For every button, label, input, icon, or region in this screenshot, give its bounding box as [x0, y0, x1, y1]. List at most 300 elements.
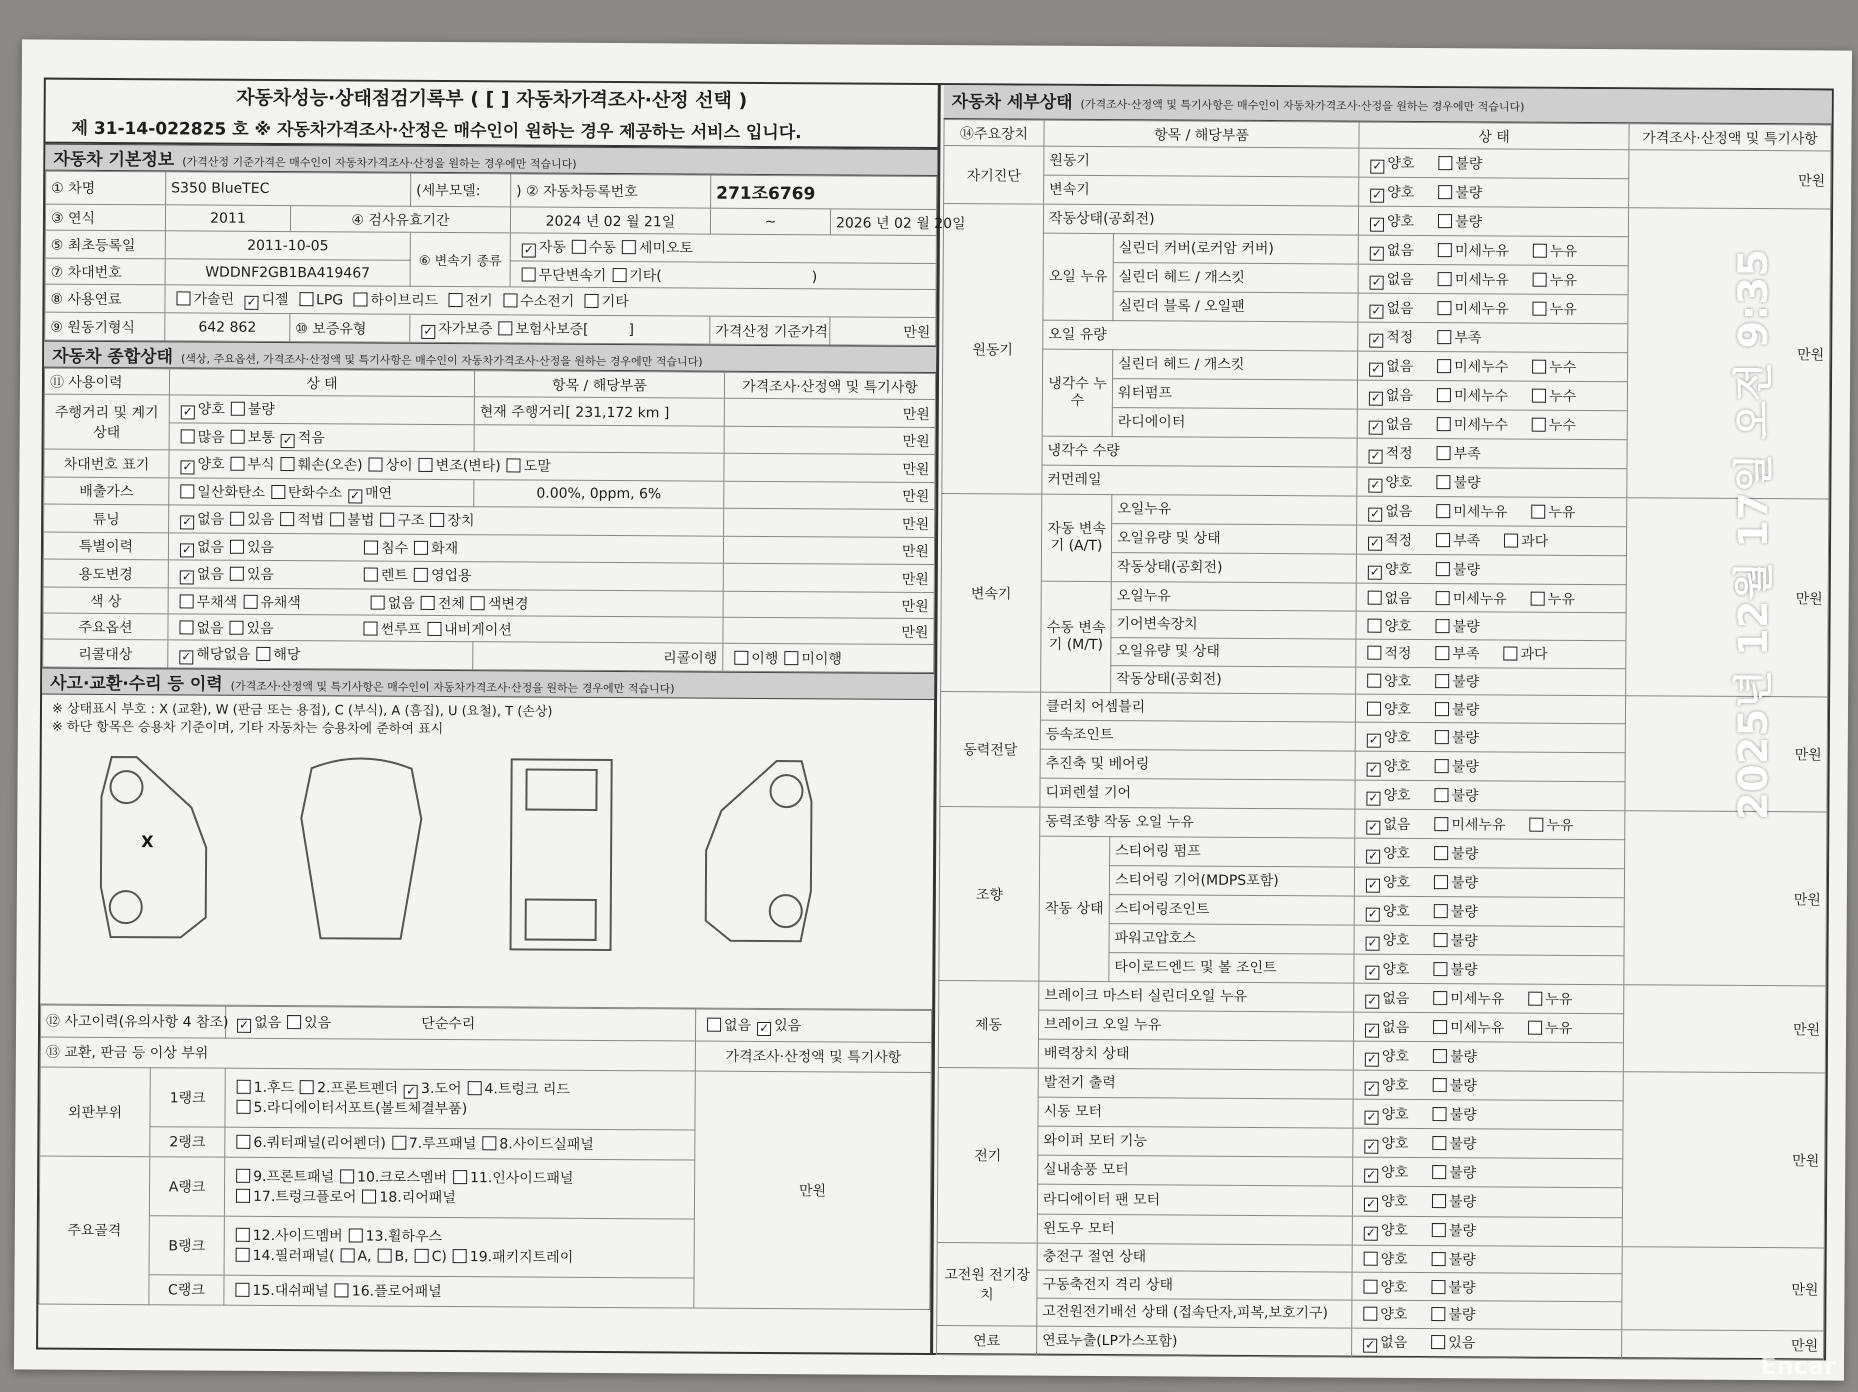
checkbox-navigation[interactable] [427, 622, 441, 636]
state-checkbox[interactable] [1436, 591, 1450, 605]
checkbox-package-tray[interactable] [453, 1249, 467, 1263]
item-name: 브레이크 오일 누유 [1038, 1010, 1353, 1041]
state-checkbox[interactable] [1436, 562, 1450, 576]
state-checkbox[interactable] [1432, 1280, 1446, 1294]
checkbox-chromatic[interactable] [243, 594, 257, 608]
label-detail-model: (세부모델: [411, 173, 511, 206]
item-name: 작동상태(공회전) [1111, 665, 1356, 694]
checkbox-cross-member[interactable] [340, 1169, 354, 1183]
wheel-front-left [110, 771, 142, 803]
state-checkbox[interactable] [1436, 619, 1450, 633]
item-name: 변속기 [1044, 175, 1359, 206]
checkbox-pillar-b[interactable] [377, 1248, 391, 1262]
checkbox-pillar-c[interactable] [415, 1249, 429, 1263]
car-outline-drawing [40, 737, 936, 972]
checkbox-sunroof[interactable] [364, 621, 378, 635]
state-label: 양호 [1380, 1279, 1408, 1296]
label-regno: ) ② 자동차등록번호 [511, 174, 711, 208]
item-name: 스티어링 기어(MDPS포함) [1109, 866, 1354, 897]
state-label: 불량 [1448, 1307, 1476, 1324]
state-checkbox[interactable] [1434, 846, 1448, 860]
checkbox-color-none[interactable] [371, 595, 385, 609]
checkbox-vin-corrosion[interactable] [231, 457, 245, 471]
checkbox-trunk-floor[interactable] [236, 1189, 250, 1203]
state-checkbox[interactable] [1437, 388, 1451, 402]
state-checkbox[interactable] [1434, 817, 1448, 831]
overall-heading: 자동차 종합상태 (색상, 주요옵션, 가격조사·산정액 및 특기사항은 매수인이 자동차가격조사·산정을 원하는 경우에만 적습니다) [44, 341, 936, 373]
state-checkbox[interactable]: ✓ [1365, 1196, 1377, 1211]
state-label: 불량 [1450, 961, 1478, 979]
state-options [1356, 525, 1626, 556]
state-checkbox[interactable] [1432, 1165, 1446, 1179]
state-checkbox[interactable] [1435, 702, 1449, 716]
state-checkbox[interactable]: ✓ [1369, 564, 1380, 579]
brand-watermark: Encar [1760, 1352, 1836, 1380]
checkbox-illegal[interactable] [330, 512, 344, 526]
state-label: 없음 [1385, 503, 1413, 520]
state-checkbox[interactable]: ✓ [1370, 477, 1381, 492]
state-checkbox[interactable]: ✓ [1366, 1051, 1377, 1066]
state-checkbox[interactable] [1431, 1335, 1445, 1349]
state-checkbox[interactable] [1435, 646, 1449, 660]
frame-front-section [526, 770, 596, 810]
state-checkbox[interactable] [1367, 701, 1381, 715]
state-options [1356, 667, 1626, 696]
label-mileage: 주행거리 및 계기상태 [44, 394, 169, 450]
checkbox-vin-damage[interactable] [281, 457, 295, 471]
state-checkbox[interactable] [1504, 533, 1518, 547]
item-name: 실내송풍 모터 [1038, 1156, 1353, 1187]
state-checkbox[interactable] [1533, 301, 1547, 315]
state-checkbox[interactable] [1438, 272, 1452, 286]
state-label: 불량 [1451, 758, 1479, 775]
state-label: 양호 [1380, 1193, 1409, 1210]
valid-to: 2026 년 02 월 20일 [830, 209, 936, 236]
state-label: 불량 [1451, 787, 1479, 804]
state-checkbox[interactable] [1368, 590, 1382, 604]
device-group: 자기진단 [944, 146, 1044, 205]
checkbox-pillar[interactable] [236, 1248, 250, 1262]
checkbox-fuel-lpg[interactable] [299, 292, 313, 306]
state-label: 양호 [1387, 184, 1415, 201]
state-checkbox[interactable]: ✓ [1367, 935, 1378, 950]
checkbox-vin-ok[interactable]: ✓ [182, 459, 193, 474]
item-name: 시동 모터 [1038, 1098, 1353, 1129]
checkbox-roof-panel[interactable] [392, 1136, 406, 1150]
item-name: 와이퍼 모터 기능 [1038, 1127, 1353, 1158]
item-name: 스티어링조인트 [1109, 895, 1354, 926]
checkbox-pillar-a[interactable] [340, 1248, 354, 1262]
item-name: 실린더 헤드 / 개스킷 [1113, 350, 1358, 381]
checkbox-vin-differ[interactable] [369, 458, 383, 472]
device-group: 변속기 [941, 494, 1042, 693]
state-checkbox[interactable]: ✓ [1370, 448, 1381, 463]
state-checkbox[interactable] [1434, 933, 1448, 947]
state-checkbox[interactable] [1433, 962, 1447, 976]
state-checkbox[interactable] [1431, 1307, 1445, 1321]
state-checkbox[interactable] [1434, 875, 1448, 889]
state-checkbox[interactable]: ✓ [1367, 993, 1378, 1008]
state-checkbox[interactable]: ✓ [1369, 535, 1381, 550]
state-checkbox[interactable]: ✓ [1371, 274, 1382, 289]
state-options [1355, 809, 1625, 840]
h-item-detail: 항목 / 해당부품 [1044, 120, 1359, 148]
state-checkbox[interactable] [1436, 504, 1450, 518]
checkbox-co[interactable] [180, 484, 194, 498]
state-checkbox[interactable]: ✓ [1366, 1022, 1378, 1037]
state-checkbox[interactable]: ✓ [1368, 819, 1379, 834]
state-checkbox[interactable]: ✓ [1371, 303, 1382, 318]
state-checkbox[interactable]: ✓ [1368, 848, 1379, 863]
state-checkbox[interactable] [1437, 417, 1451, 431]
state-checkbox[interactable]: ✓ [1367, 964, 1378, 979]
transmission-options-2: 무단변속기 기타( ) [510, 261, 936, 290]
item-name: 클러치 어셈블리 [1040, 692, 1355, 722]
state-checkbox[interactable]: ✓ [1371, 245, 1382, 260]
state-label: 양호 [1382, 874, 1411, 891]
checkbox-floor-panel[interactable] [335, 1284, 349, 1298]
label-swap: ⑬ 교환, 판금 등 이상 부위 [40, 1037, 695, 1071]
item-name: 오일누유 [1111, 582, 1356, 611]
state-label: 없음 [1382, 990, 1410, 1007]
checkbox-simple-exist[interactable]: ✓ [759, 1020, 770, 1035]
state-checkbox[interactable] [1432, 1194, 1446, 1208]
label-recall-done: 리콜이행 [473, 642, 723, 671]
checkbox-special-exist[interactable] [230, 539, 244, 553]
label-rankA: A랭크 [149, 1157, 224, 1216]
device-group: 동력전달 [940, 692, 1041, 807]
state-label: 적정 [1385, 532, 1413, 549]
state-label: 없음 [1385, 387, 1414, 404]
item-name: 오일유량 및 상태 [1111, 637, 1356, 666]
checkbox-special-none[interactable]: ✓ [181, 542, 193, 557]
state-checkbox[interactable]: ✓ [1366, 1080, 1377, 1095]
wheel-rear-left [110, 891, 142, 923]
state-checkbox[interactable]: ✓ [1367, 877, 1379, 892]
price-unit: 만원 [1622, 1246, 1824, 1330]
state-label: 부족 [1453, 446, 1481, 463]
state-checkbox[interactable]: ✓ [1368, 790, 1379, 805]
state-label: 양호 [1384, 673, 1412, 690]
label-main-frame: 주요골격 [39, 1156, 150, 1305]
mileage-value: 231,172 km [575, 404, 660, 421]
state-label: 없음 [1386, 242, 1414, 259]
checkbox-radiator-support[interactable] [237, 1100, 251, 1114]
state-checkbox[interactable] [1438, 185, 1452, 199]
state-checkbox[interactable]: ✓ [1370, 506, 1381, 521]
state-label: 누유 [1549, 272, 1577, 289]
checkbox-hc[interactable] [271, 485, 285, 499]
state-checkbox[interactable] [1432, 1136, 1446, 1150]
state-checkbox[interactable] [1432, 1252, 1446, 1266]
checkbox-achromatic[interactable] [180, 594, 194, 608]
state-options [1353, 1158, 1623, 1189]
state-checkbox[interactable] [1532, 388, 1546, 402]
label-warranty: ⑩ 보증유형 [290, 314, 410, 343]
checkbox-use-exist[interactable] [230, 567, 244, 581]
checkbox-device[interactable] [430, 513, 444, 527]
checkbox-fuel-hybrid[interactable] [354, 293, 368, 307]
checkbox-simple-none[interactable] [707, 1017, 721, 1031]
state-checkbox[interactable] [1438, 214, 1452, 228]
state-label: 부족 [1453, 533, 1481, 550]
rankA-options: 9.프론트패널 10.크로스멤버 11.인사이드패널 17.트렁크플로어 18.리어패널 [224, 1157, 694, 1219]
item-name: 오일누유 [1112, 495, 1357, 526]
state-checkbox[interactable]: ✓ [1372, 187, 1383, 202]
state-checkbox[interactable]: ✓ [1368, 761, 1379, 776]
label-accident-history: ⑫ 사고이력(유의사항 4 참조) [40, 1005, 225, 1038]
model-value: S350 BlueTEC [166, 172, 411, 206]
state-checkbox[interactable] [1528, 991, 1542, 1005]
state-label: 누유 [1549, 301, 1577, 318]
engine-value: 642 862 [165, 313, 290, 342]
vin-value: WDDNF2GB1BA419467 [165, 259, 410, 287]
checkbox-fuel-diesel[interactable]: ✓ [246, 295, 257, 310]
form-frame [36, 78, 1834, 1361]
state-options [1354, 983, 1624, 1014]
use-change-options: ✓ 없음 있음 렌트 영업용 [168, 560, 723, 591]
state-checkbox[interactable]: ✓ [1370, 390, 1382, 405]
state-checkbox[interactable]: ✓ [1370, 419, 1381, 434]
left-column [38, 80, 966, 1353]
state-label: 불량 [1449, 1049, 1478, 1066]
state-options [1355, 838, 1625, 869]
checkbox-fuel-electric[interactable] [449, 293, 463, 307]
item-name: 실린더 커버(로커암 커버) [1113, 234, 1358, 265]
label-engine: ⑨ 원동기형식 [45, 312, 165, 341]
checkbox-rent[interactable] [364, 568, 378, 582]
state-checkbox[interactable] [1437, 330, 1451, 344]
state-label: 미세누유 [1450, 990, 1505, 1008]
state-checkbox[interactable] [1433, 1078, 1447, 1092]
sub-group: 오일 누유 [1043, 233, 1114, 321]
item-name: 작동상태(공회전) [1043, 204, 1358, 235]
state-checkbox[interactable] [1531, 591, 1545, 605]
checkbox-side-sill[interactable] [482, 1137, 496, 1151]
state-checkbox[interactable] [1435, 759, 1449, 773]
item-name: 오일유량 및 상태 [1111, 524, 1356, 555]
state-label: 양호 [1383, 758, 1411, 775]
checkbox-structure[interactable] [380, 513, 394, 527]
state-checkbox[interactable]: ✓ [1365, 1337, 1376, 1353]
checkbox-dash-panel[interactable] [235, 1283, 249, 1297]
state-checkbox[interactable] [1435, 674, 1449, 688]
state-checkbox[interactable] [1363, 1279, 1377, 1293]
state-options [1358, 351, 1628, 382]
state-checkbox[interactable] [1433, 991, 1447, 1005]
checkbox-trans-etc[interactable] [612, 268, 626, 282]
checkbox-recall-none[interactable]: ✓ [181, 649, 192, 664]
checkbox-ins-warranty[interactable] [498, 321, 512, 335]
state-checkbox[interactable] [1437, 446, 1451, 460]
checkbox-business[interactable] [414, 568, 428, 582]
state-checkbox[interactable] [1367, 674, 1381, 688]
state-checkbox[interactable] [1364, 1252, 1378, 1266]
item-name: 스티어링 펌프 [1110, 837, 1355, 868]
state-checkbox[interactable] [1533, 272, 1547, 286]
base-price-unit: 만원 [830, 317, 936, 345]
state-checkbox[interactable] [1437, 359, 1451, 373]
state-checkbox[interactable]: ✓ [1366, 1109, 1377, 1124]
h-price-accident: 가격조사·산정액 및 특기사항 [695, 1041, 931, 1073]
state-label: 부족 [1454, 329, 1482, 347]
label-base-price: 가격산정 기준가격 [710, 316, 830, 345]
state-label: 누유 [1545, 1020, 1573, 1037]
state-checkbox[interactable]: ✓ [1372, 158, 1383, 173]
checkbox-opt-exist[interactable] [230, 620, 244, 634]
checkbox-fuel-etc[interactable] [585, 294, 599, 308]
checkbox-side-member[interactable] [236, 1228, 250, 1242]
state-checkbox[interactable] [1363, 1307, 1377, 1321]
state-checkbox[interactable] [1438, 301, 1452, 315]
checkbox-accident-exist[interactable] [287, 1015, 301, 1029]
state-checkbox[interactable] [1438, 156, 1452, 170]
checkbox-auto[interactable]: ✓ [523, 242, 534, 257]
state-label: 불량 [1448, 1223, 1477, 1240]
state-checkbox[interactable] [1529, 817, 1543, 831]
state-options [1356, 611, 1626, 640]
item-name: 동력조향 작동 오일 누유 [1040, 807, 1355, 838]
state-checkbox[interactable]: ✓ [1371, 332, 1382, 347]
state-checkbox[interactable] [1503, 647, 1517, 661]
state-checkbox[interactable] [1438, 243, 1452, 257]
state-checkbox[interactable]: ✓ [1371, 216, 1383, 231]
checkbox-mileage-ok[interactable]: ✓ [182, 404, 193, 419]
checkbox-vin-altered[interactable] [419, 458, 433, 472]
checkbox-fuel-hydrogen[interactable] [503, 294, 517, 308]
overall-table [42, 368, 936, 673]
state-checkbox[interactable] [1532, 359, 1546, 373]
state-checkbox[interactable]: ✓ [1365, 1225, 1376, 1240]
checkbox-semi[interactable] [622, 240, 636, 254]
state-label: 미세누유 [1454, 300, 1509, 318]
state-checkbox[interactable] [1436, 533, 1450, 547]
state-checkbox[interactable] [1432, 1223, 1446, 1237]
state-options [1353, 1070, 1623, 1101]
state-checkbox[interactable] [1435, 788, 1449, 802]
checkbox-flood[interactable] [364, 540, 378, 554]
state-checkbox[interactable] [1367, 618, 1381, 632]
item-name: 실린더 블록 / 오일팬 [1113, 292, 1358, 323]
checkbox-door[interactable]: ✓ [405, 1083, 417, 1098]
checkbox-manual[interactable] [572, 240, 586, 254]
state-checkbox[interactable] [1436, 475, 1450, 489]
sub-group: 자동 변속기 (A/T) [1041, 495, 1112, 583]
state-checkbox[interactable] [1531, 505, 1545, 519]
state-label: 없음 [1386, 358, 1414, 375]
checkbox-smoke[interactable]: ✓ [349, 487, 361, 503]
state-checkbox[interactable]: ✓ [1366, 1167, 1377, 1182]
checkbox-many[interactable] [181, 429, 195, 443]
checkbox-tuning-exist[interactable] [230, 512, 244, 526]
state-label: 불량 [1449, 1136, 1477, 1153]
state-label: 불량 [1451, 729, 1480, 746]
state-checkbox[interactable] [1433, 1107, 1447, 1121]
checkbox-rear-panel[interactable] [362, 1189, 376, 1203]
item-name: 등속조인트 [1040, 720, 1355, 751]
state-options [1355, 780, 1625, 811]
state-checkbox[interactable] [1367, 646, 1381, 660]
state-checkbox[interactable] [1435, 730, 1449, 744]
state-checkbox[interactable] [1532, 417, 1546, 431]
state-checkbox[interactable]: ✓ [1368, 732, 1379, 747]
checkbox-self-warranty[interactable]: ✓ [423, 323, 434, 339]
checkbox-color-change[interactable] [471, 596, 485, 610]
checkbox-fire[interactable] [414, 540, 428, 554]
wheel-rear-right [770, 895, 802, 927]
checkbox-legal[interactable] [280, 512, 294, 526]
state-checkbox[interactable] [1434, 904, 1448, 918]
mileage-amount: 많음 보통 ✓ 적음 [169, 423, 474, 452]
state-checkbox[interactable] [1433, 1020, 1447, 1034]
checkbox-cvt[interactable] [522, 267, 536, 281]
state-label: 부족 [1452, 646, 1480, 663]
state-checkbox[interactable] [1533, 243, 1547, 257]
unit: 만원 [724, 481, 935, 510]
state-label: 적정 [1384, 645, 1412, 663]
state-label: 양호 [1382, 961, 1410, 978]
price-unit: 만원 [1629, 150, 1831, 209]
label-outer: 외판부위 [40, 1067, 151, 1157]
checkbox-hood[interactable] [237, 1080, 251, 1094]
checkbox-normal[interactable] [231, 429, 245, 443]
state-checkbox[interactable]: ✓ [1371, 361, 1382, 376]
state-checkbox[interactable]: ✓ [1367, 906, 1378, 921]
state-label: 양호 [1383, 845, 1411, 862]
checkbox-accident-none[interactable]: ✓ [239, 1017, 250, 1032]
state-options [1358, 235, 1628, 266]
state-checkbox[interactable] [1528, 1020, 1542, 1034]
checkbox-recall-yes[interactable] [256, 647, 270, 661]
state-label: 없음 [1383, 816, 1411, 833]
checkbox-use-none[interactable]: ✓ [181, 569, 192, 584]
checkbox-inside-panel[interactable] [453, 1170, 467, 1184]
registration-line: 제 31-14-022825 호 ※ 자동차가격조사·산정은 매수인이 원하는 경우 제공하는 서비스 입니다. [45, 114, 937, 149]
checkbox-recall-notdone[interactable] [784, 651, 798, 665]
state-label: 불량 [1452, 701, 1480, 718]
state-label: 누수 [1549, 359, 1577, 376]
state-checkbox[interactable] [1433, 1049, 1447, 1063]
item-name: 냉각수 수량 [1042, 436, 1357, 467]
checkbox-quarter-panel[interactable] [236, 1135, 250, 1149]
checkbox-front-fender[interactable] [300, 1080, 314, 1094]
checkbox-wheel-house[interactable] [349, 1228, 363, 1242]
checkbox-tuning-none[interactable]: ✓ [182, 514, 193, 529]
item-name: 워터펌프 [1112, 379, 1357, 410]
detail-heading: 자동차 세부상태 (가격조사·산정액 및 특기사항은 매수인이 자동차가격조사·산정을 원하는 경우에만 적습니다) [944, 85, 1832, 124]
basic-info-heading: 자동차 기본정보 (가격산정 기준가격은 매수인이 자동차가격조사·산정을 원하는 경우에만 적습니다) [45, 144, 937, 176]
state-label: 불량 [1452, 618, 1480, 635]
state-options [1353, 1099, 1623, 1130]
state-label: 미세누수 [1453, 387, 1509, 405]
checkbox-color-all[interactable] [421, 595, 435, 609]
checkbox-vin-painted[interactable] [507, 458, 521, 472]
checkbox-recall-done[interactable] [734, 650, 748, 664]
state-checkbox[interactable]: ✓ [1366, 1138, 1377, 1153]
checkbox-opt-none[interactable] [179, 620, 193, 634]
checkbox-few[interactable]: ✓ [282, 432, 293, 447]
checkbox-front-panel[interactable] [236, 1169, 250, 1183]
label-model: ① 차명 [46, 171, 166, 205]
checkbox-mileage-bad[interactable] [231, 402, 245, 416]
checkbox-fuel-gasoline[interactable] [176, 292, 190, 306]
rank2-options: 6.쿼터패널(리어펜더) 7.루프패널 8.사이드실패널 [225, 1127, 695, 1160]
accident-history-options: ✓ 없음 있음 단순수리 [225, 1006, 695, 1040]
checkbox-trunk-lid[interactable] [467, 1081, 481, 1095]
item-name: 라디에이터 팬 모터 [1037, 1185, 1352, 1216]
state-options [1354, 954, 1624, 985]
state-label: 불량 [1449, 1107, 1477, 1124]
